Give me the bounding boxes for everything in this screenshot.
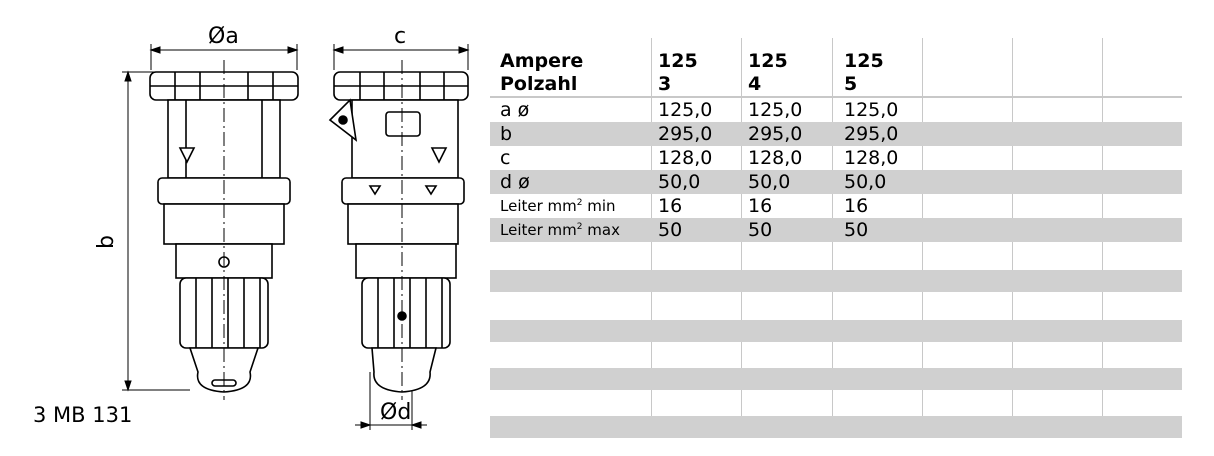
row-value: 295,0 [658, 123, 713, 145]
model-number: 3 MB 131 [33, 403, 133, 427]
label-suffix: max [582, 221, 620, 239]
empty-row [490, 270, 1182, 292]
row-label: b [500, 123, 513, 145]
empty-row [490, 368, 1182, 390]
label-superscript: 2 [576, 198, 583, 208]
header-value: 3 [658, 73, 672, 95]
row-value: 50,0 [658, 171, 701, 193]
table-row [490, 122, 1182, 146]
row-value: 50,0 [844, 171, 887, 193]
row-value: 125,0 [658, 99, 713, 121]
header-label: Polzahl [500, 73, 578, 95]
label-superscript: 2 [576, 222, 583, 232]
dimension-label-c: c [394, 24, 407, 49]
label-text: Leiter mm [500, 197, 577, 215]
header-row-ampere [490, 50, 1182, 73]
row-value: 125,0 [844, 99, 899, 121]
table-row [490, 194, 1182, 218]
row-value: 128,0 [748, 147, 803, 169]
table-row [490, 146, 1182, 170]
table-row [490, 98, 1182, 122]
row-value: 50 [748, 219, 773, 241]
row-value: 128,0 [658, 147, 713, 169]
row-value: 16 [748, 195, 773, 217]
table-row [490, 170, 1182, 194]
dimension-label-d: Ød [380, 400, 412, 425]
row-label [500, 218, 620, 242]
row-value: 50 [658, 219, 683, 241]
row-value: 125,0 [748, 99, 803, 121]
empty-row [490, 320, 1182, 342]
spec-table [490, 38, 1182, 438]
header-label: Ampere [500, 50, 584, 72]
row-label: c [500, 147, 511, 169]
label-text: Leiter mm [500, 221, 577, 239]
row-value: 16 [658, 195, 683, 217]
label-suffix: min [582, 197, 616, 215]
row-value: 128,0 [844, 147, 899, 169]
empty-row [490, 416, 1182, 438]
row-label [500, 194, 616, 218]
header-value: 125 [658, 50, 698, 72]
connector-drawing [0, 0, 490, 456]
header-row-polzahl [490, 73, 1182, 98]
row-label: a ø [500, 99, 530, 121]
row-value: 50,0 [748, 171, 791, 193]
front-view [150, 60, 298, 400]
side-view [330, 60, 468, 400]
header-value: 4 [748, 73, 762, 95]
table-row [490, 218, 1182, 242]
row-value: 295,0 [748, 123, 803, 145]
header-value: 125 [748, 50, 788, 72]
dimension-label-a: Øa [208, 24, 239, 49]
dimension-label-b: b [93, 235, 119, 249]
header-value: 5 [844, 73, 858, 95]
row-value: 295,0 [844, 123, 899, 145]
row-value: 16 [844, 195, 869, 217]
row-label: d ø [500, 171, 530, 193]
row-value: 50 [844, 219, 869, 241]
header-value: 125 [844, 50, 884, 72]
